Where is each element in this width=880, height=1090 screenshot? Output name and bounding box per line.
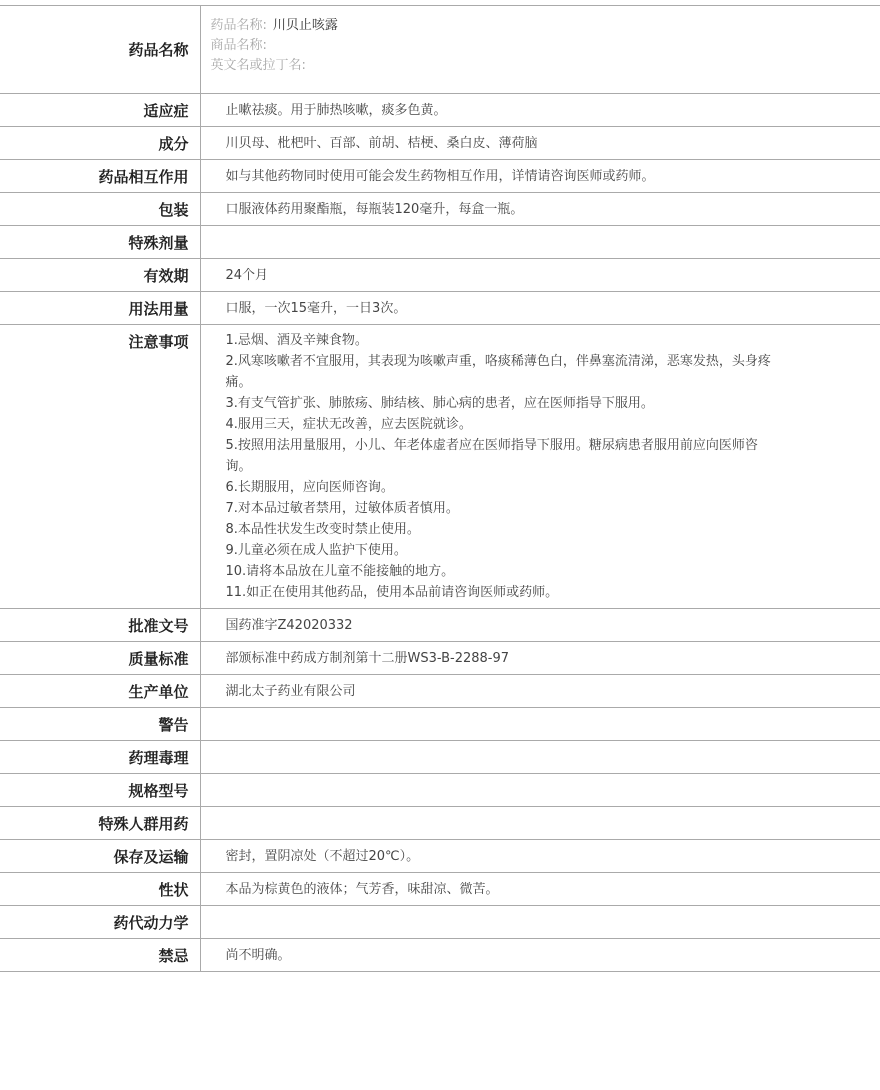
precautions-label: 注意事项 (0, 325, 200, 609)
ingredients-label: 成分 (0, 127, 200, 160)
usage-label: 用法用量 (0, 292, 200, 325)
pharmacokinetics-value (200, 906, 880, 939)
usage-value: 口服，一次15毫升，一日3次。 (225, 300, 407, 316)
packaging-label: 包装 (0, 193, 200, 226)
quality-standard-label: 质量标准 (0, 642, 200, 675)
interactions-row (0, 160, 880, 193)
approval-number-row (0, 609, 880, 642)
precaution-item: 9.儿童必须在成人监护下使用。 (225, 543, 407, 558)
warning-label: 警告 (0, 708, 200, 741)
special-dosage-label: 特殊剂量 (0, 226, 200, 259)
precaution-item: 1.忌烟、酒及辛辣食物。 (225, 333, 368, 348)
pharmacology-label: 药理毒理 (0, 741, 200, 774)
appearance-value: 本品为棕黄色的液体；气芳香，味甜凉、微苦。 (225, 881, 499, 897)
special-populations-label: 特殊人群用药 (0, 807, 200, 840)
storage-row (0, 840, 880, 873)
english-name-line (211, 56, 880, 76)
precautions-row (0, 325, 880, 609)
ingredients-row (0, 127, 880, 160)
storage-label: 保存及运输 (0, 840, 200, 873)
pharmacology-row (0, 741, 880, 774)
english-name-label: 英文名或拉丁名: (210, 58, 306, 73)
quality-standard-value: 部颁标准中药成方制剂第十二册WS3-B-2288-97 (225, 650, 510, 666)
drug-name-row (0, 6, 880, 94)
pharmacology-value (200, 741, 880, 774)
precaution-item: 6.长期服用，应向医师咨询。 (225, 480, 394, 495)
storage-value: 密封，置阴凉处（不超过20℃）。 (225, 848, 420, 864)
generic-name-line (211, 16, 880, 36)
interactions-label: 药品相互作用 (0, 160, 200, 193)
packaging-value: 口服液体药用聚酯瓶，每瓶装120毫升，每盒一瓶。 (225, 201, 524, 217)
special-dosage-value (200, 226, 880, 259)
appearance-row (0, 873, 880, 906)
interactions-value: 如与其他药物同时使用可能会发生药物相互作用，详情请咨询医师或药师。 (225, 168, 655, 184)
precaution-item: 7.对本品过敏者禁用，过敏体质者慎用。 (225, 501, 459, 516)
approval-number-label: 批准文号 (0, 609, 200, 642)
drug-name-values (200, 6, 880, 94)
indications-row (0, 94, 880, 127)
packaging-row (0, 193, 880, 226)
contraindications-value: 尚不明确。 (225, 947, 291, 963)
drug-name-label: 药品名称 (0, 6, 200, 94)
shelf-life-value: 24个月 (225, 267, 269, 283)
precaution-item: 3.有支气管扩张、肺脓疡、肺结核、肺心病的患者，应在医师指导下服用。 (225, 396, 654, 411)
precaution-item: 4.服用三天，症状无改善，应去医院就诊。 (225, 417, 472, 432)
generic-name-label: 药品名称: (210, 18, 267, 33)
contraindications-label: 禁忌 (0, 939, 200, 972)
special-populations-row (0, 807, 880, 840)
precautions-list (200, 325, 880, 609)
quality-standard-row (0, 642, 880, 675)
ingredients-value: 川贝母、枇杷叶、百部、前胡、桔梗、桑白皮、薄荷脑 (225, 135, 538, 151)
precaution-item: 5.按照用法用量服用，小儿、年老体虚者应在医师指导下服用。糖尿病患者服用前应向医师咨询。 (225, 438, 758, 474)
manufacturer-label: 生产单位 (0, 675, 200, 708)
generic-name-value: 川贝止咳露 (272, 18, 338, 33)
indications-label: 适应症 (0, 94, 200, 127)
usage-row (0, 292, 880, 325)
specification-row (0, 774, 880, 807)
precaution-item: 10.请将本品放在儿童不能接触的地方。 (225, 564, 455, 579)
contraindications-row (0, 939, 880, 972)
precaution-item: 8.本品性状发生改变时禁止使用。 (225, 522, 420, 537)
manufacturer-value: 湖北太子药业有限公司 (225, 683, 356, 699)
special-dosage-row (0, 226, 880, 259)
trade-name-label: 商品名称: (210, 38, 267, 53)
trade-name-line (211, 36, 880, 56)
precaution-item: 11.如正在使用其他药品，使用本品前请咨询医师或药师。 (225, 585, 559, 600)
pharmacokinetics-label: 药代动力学 (0, 906, 200, 939)
special-populations-value (200, 807, 880, 840)
specification-label: 规格型号 (0, 774, 200, 807)
specification-value (200, 774, 880, 807)
pharmacokinetics-row (0, 906, 880, 939)
approval-number-value: 国药准字Z42020332 (225, 617, 353, 633)
precaution-item: 2.风寒咳嗽者不宜服用，其表现为咳嗽声重，咯痰稀薄色白，伴鼻塞流清涕，恶寒发热，头身疼痛。 (225, 354, 771, 390)
drug-info-table (0, 5, 880, 972)
indications-value: 止嗽祛痰。用于肺热咳嗽，痰多色黄。 (225, 102, 447, 118)
manufacturer-row (0, 675, 880, 708)
warning-value (200, 708, 880, 741)
warning-row (0, 708, 880, 741)
shelf-life-label: 有效期 (0, 259, 200, 292)
shelf-life-row (0, 259, 880, 292)
appearance-label: 性状 (0, 873, 200, 906)
